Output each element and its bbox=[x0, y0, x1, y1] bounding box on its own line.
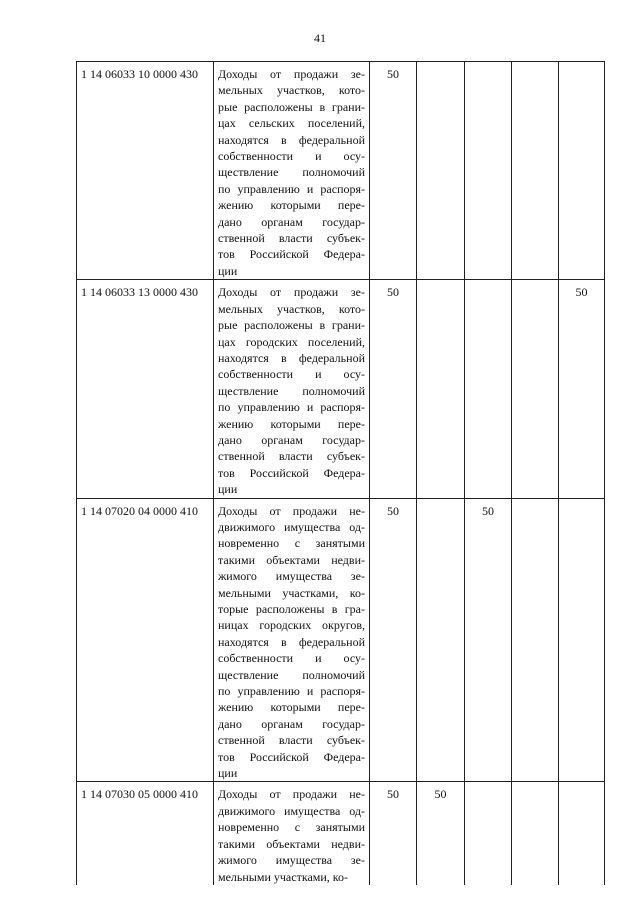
description-line: жению которыми пере- bbox=[218, 198, 365, 213]
description-line: движимого имущества од- bbox=[218, 519, 365, 534]
description-line: жимого имущества зе- bbox=[218, 569, 365, 584]
description-line: цах городских поселений, bbox=[218, 334, 365, 349]
description-line: торые расположены в гра- bbox=[218, 602, 365, 616]
description-line: собственности и осу- bbox=[218, 149, 365, 164]
value-cell: 50 bbox=[465, 498, 512, 782]
description-line: мельными участками, ко- bbox=[218, 585, 365, 600]
description-line: ции bbox=[218, 482, 238, 497]
description-line: дано органам государ- bbox=[218, 214, 365, 229]
value-cell bbox=[465, 280, 512, 498]
description-line: ции bbox=[218, 766, 238, 781]
description-line: собственности и осу- bbox=[218, 651, 365, 666]
revenue-code-cell: 1 14 06033 10 0000 430 bbox=[77, 62, 214, 280]
table-row bbox=[77, 498, 605, 782]
revenue-description-cell bbox=[214, 280, 370, 498]
description-line: находятся в федеральной bbox=[218, 634, 365, 649]
description-line: Доходы от продажи не- bbox=[218, 787, 365, 802]
description-line: рые расположены в грани- bbox=[218, 318, 365, 333]
description-line: Доходы от продажи зе- bbox=[218, 285, 365, 300]
revenue-code-cell: 1 14 07020 04 0000 410 bbox=[77, 498, 214, 782]
description-line: ственной власти субъек- bbox=[218, 231, 365, 246]
description-line: жению которыми пере- bbox=[218, 700, 365, 715]
description-line: цах сельских поселений, bbox=[218, 116, 365, 131]
value-cell: 50 bbox=[370, 782, 417, 885]
description-line: тов Российской Федера- bbox=[218, 465, 365, 480]
description-line: мельных участков, кото- bbox=[218, 301, 365, 316]
value-cell: 50 bbox=[370, 62, 417, 280]
description-line: находятся в федеральной bbox=[218, 132, 365, 147]
value-cell bbox=[465, 62, 512, 280]
value-cell bbox=[512, 62, 559, 280]
description-line: ственной власти субъек- bbox=[218, 449, 365, 464]
description-line: жимого имущества зе- bbox=[218, 853, 365, 868]
description-line: ществление полномочий bbox=[218, 667, 365, 682]
description-line: такими объектами недви- bbox=[218, 552, 365, 567]
value-cell bbox=[512, 280, 559, 498]
value-cell: 50 bbox=[370, 498, 417, 782]
table-body bbox=[77, 62, 605, 885]
value-cell bbox=[417, 62, 465, 280]
description-line: мельными участками, ко- bbox=[218, 869, 349, 884]
description-line: жению которыми пере- bbox=[218, 416, 365, 431]
value-cell bbox=[417, 280, 465, 498]
description-line: собственности и осу- bbox=[218, 367, 365, 382]
description-line: по управлению и распоря- bbox=[218, 181, 365, 196]
description-line: Доходы от продажи зе- bbox=[218, 67, 365, 81]
revenue-code-cell: 1 14 06033 13 0000 430 bbox=[77, 280, 214, 498]
description-line: ницах городских округов, bbox=[218, 618, 365, 633]
table-row bbox=[77, 782, 605, 885]
description-line: такими объектами недви- bbox=[218, 836, 365, 851]
description-line: по управлению и распоря- bbox=[218, 400, 365, 415]
description-line: дано органам государ- bbox=[218, 432, 365, 447]
description-line: ществление полномочий bbox=[218, 165, 365, 180]
value-cell: 50 bbox=[417, 782, 465, 885]
description-line: находятся в федеральной bbox=[218, 350, 365, 365]
revenue-description-cell bbox=[214, 782, 370, 885]
revenue-code-cell: 1 14 07030 05 0000 410 bbox=[77, 782, 214, 885]
description-line: тов Российской Федера- bbox=[218, 749, 365, 764]
description-line: новременно с занятыми bbox=[218, 536, 365, 551]
description-line: рые расположены в грани- bbox=[218, 99, 365, 114]
page-number: 41 bbox=[314, 31, 326, 45]
revenue-description-cell bbox=[214, 62, 370, 280]
description-line: ственной власти субъек- bbox=[218, 733, 365, 748]
value-cell: 50 bbox=[559, 280, 605, 498]
value-cell bbox=[559, 498, 605, 782]
description-line: тов Российской Федера- bbox=[218, 247, 365, 262]
description-line: дано органам государ- bbox=[218, 716, 365, 731]
description-line: мельных участков, кото- bbox=[218, 83, 365, 98]
value-cell bbox=[512, 498, 559, 782]
value-cell bbox=[559, 62, 605, 280]
value-cell: 50 bbox=[370, 280, 417, 498]
value-cell bbox=[559, 782, 605, 885]
description-line: ции bbox=[218, 263, 238, 278]
table-row bbox=[77, 62, 605, 280]
revenue-description-cell bbox=[214, 498, 370, 782]
table-row bbox=[77, 280, 605, 498]
value-cell bbox=[465, 782, 512, 885]
description-line: Доходы от продажи не- bbox=[218, 503, 365, 518]
description-line: движимого имущества од- bbox=[218, 803, 365, 818]
description-line: новременно с занятыми bbox=[218, 820, 365, 835]
description-line: по управлению и распоря- bbox=[218, 684, 365, 699]
description-line: ществление полномочий bbox=[218, 383, 365, 398]
value-cell bbox=[512, 782, 559, 885]
value-cell bbox=[417, 498, 465, 782]
revenue-table bbox=[76, 61, 605, 885]
